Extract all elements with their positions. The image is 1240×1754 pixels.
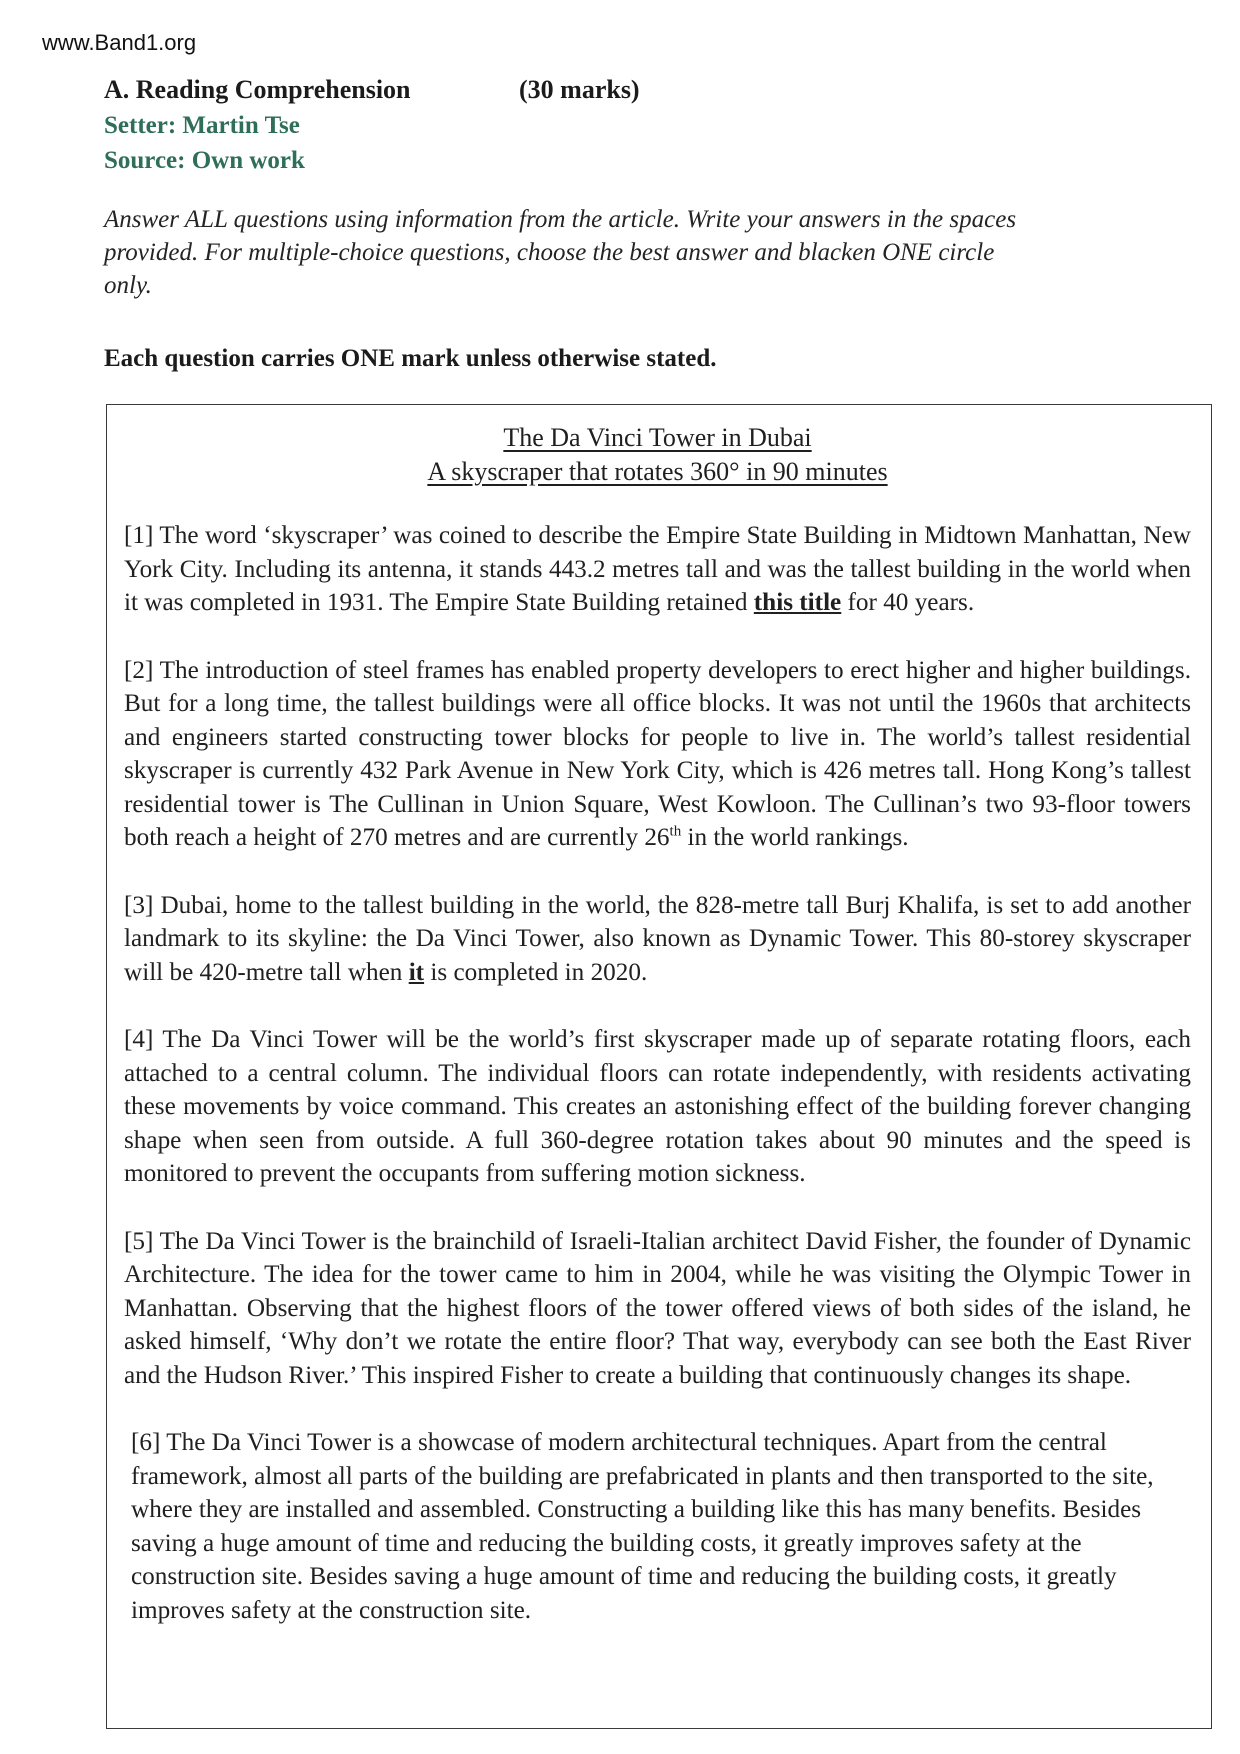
superscript-th: th — [669, 823, 682, 840]
source-line: Source: Own work — [104, 147, 305, 174]
underlined-this-title: this title — [753, 589, 842, 616]
instructions-line-1: Answer ALL questions using information from the article. Write your answers in the spaces — [104, 206, 1017, 233]
paragraph-1-end: for 40 years. — [841, 589, 975, 616]
article-box — [106, 404, 1212, 1729]
section-header — [104, 72, 1004, 178]
paragraph-1 — [124, 519, 1191, 620]
instructions — [104, 203, 1064, 302]
paragraph-2-end: in the world rankings. — [681, 824, 909, 851]
article-title-block — [124, 421, 1191, 489]
article-body — [124, 519, 1191, 1627]
article-title: The Da Vinci Tower in Dubai — [503, 423, 812, 452]
section-heading — [104, 72, 1004, 108]
paragraph-2 — [124, 654, 1191, 855]
section-label: A. Reading Comprehension — [104, 75, 411, 104]
paragraph-2-text: [2] The introduction of steel frames has enabled property developers to erect higher and higher buildings. But for a long time, the tallest buildings were all office blocks. It was not until the 1960s that architects and engineers started constructing tower blocks for people to live in. The world’s tallest residential skyscraper is currently 432 Park Avenue in New York City, which is 426 metres tall. Hong Kong’s tallest residential tower is The Cullinan in Union Square, West Kowloon. The Cullinan’s two 93-floor towers both reach a height of 270 metres and are currently 26 — [124, 656, 1191, 851]
site-url: www.Band1.org — [42, 30, 197, 55]
instructions-line-3: only. — [104, 272, 152, 299]
paragraph-3-end: is completed in 2020. — [424, 958, 648, 986]
article-subtitle: A skyscraper that rotates 360° in 90 minutes — [427, 457, 888, 486]
marks-note: Each question carries ONE mark unless otherwise stated. — [104, 345, 717, 372]
instructions-line-2: provided. For multiple-choice questions, choose the best answer and blacken ONE circle — [104, 239, 995, 266]
underlined-it: it — [408, 958, 425, 986]
paragraph-3-text: [3] Dubai, home to the tallest building in the world, the 828-metre tall Burj Khalifa, is set to add another landmark to its skyline: the Da Vinci Tower, also known as Dynamic Tower. This 80-storey skyscraper will be 420-metre tall when — [124, 891, 1191, 986]
paragraph-6: [6] The Da Vinci Tower is a showcase of modern architectural techniques. Apart from the central framework, almost all parts of the building are prefabricated in plants and then transported to the site, where they are installed and assembled. Constructing a building like this has many benefits. Besides saving a huge amount of time and reducing the building costs, it greatly improves safety at the construction site. Besides saving a huge amount of time and reducing the building costs, it greatly improves safety at the construction site. — [131, 1429, 1154, 1624]
section-marks: (30 marks) — [519, 75, 640, 104]
paragraph-5: [5] The Da Vinci Tower is the brainchild of Israeli-Italian architect David Fisher, the founder of Dynamic Architecture. The idea for the tower came to him in 2004, while he was visiting the Olympic Tower in Manhattan. Observing that the highest floors of the tower offered views of both sides of the island, he asked himself, ‘Why don’t we rotate the entire floor? That way, everybody can see both the East River and the Hudson River.’ This inspired Fisher to create a building that continuously changes its shape. — [124, 1227, 1191, 1389]
paragraph-4: [4] The Da Vinci Tower will be the world’s first skyscraper made up of separate rotating floors, each attached to a central column. The individual floors can rotate independently, with residents activating these movements by voice command. This creates an astonishing effect of the building forever changing shape when seen from outside. A full 360-degree rotation takes about 90 minutes and the speed is monitored to prevent the occupants from suffering motion sickness. — [124, 1026, 1191, 1187]
paragraph-1-text: [1] The word ‘skyscraper’ was coined to describe the Empire State Building in Midtown Manhattan, New York City. Including its antenna, it stands 443.2 metres tall and was the tallest building in the world when it was completed in 1931. The Empire State Building retained — [124, 522, 1191, 616]
setter-line: Setter: Martin Tse — [104, 112, 300, 139]
paragraph-3 — [124, 889, 1191, 990]
